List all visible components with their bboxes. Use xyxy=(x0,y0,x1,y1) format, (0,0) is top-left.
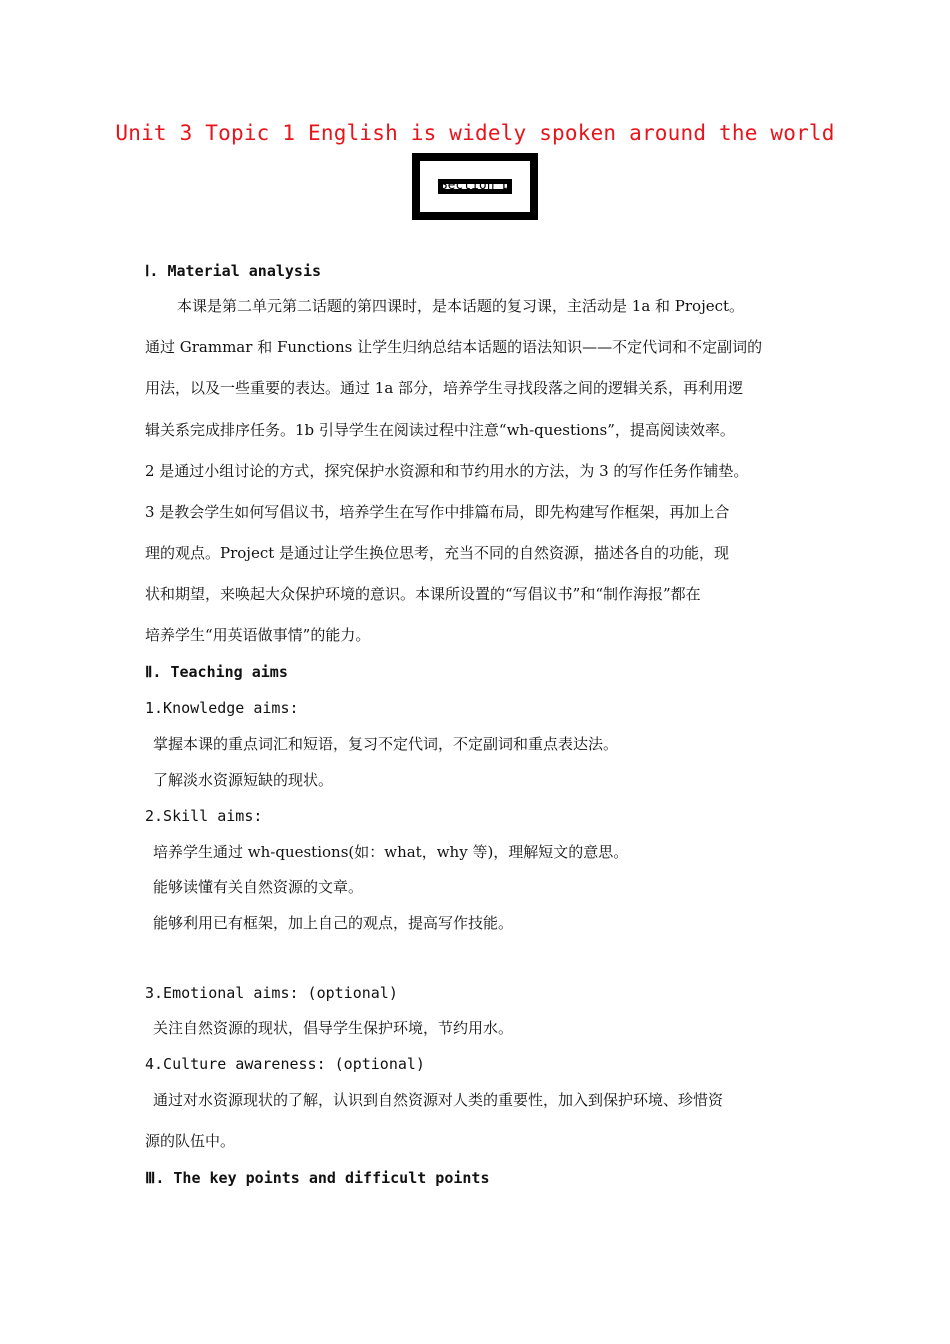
heading-teaching-aims: Ⅱ. Teaching aims xyxy=(145,663,288,681)
heading-key-points: Ⅲ. The key points and difficult points xyxy=(145,1169,490,1187)
aim-item: 通过对水资源现状的了解，认识到自然资源对人类的重要性，加入到保护环境、珍惜资 xyxy=(153,1091,724,1109)
skill-aims-title: 2.Skill aims: xyxy=(145,807,263,825)
section-label-box xyxy=(412,153,538,220)
document-title: Unit 3 Topic 1 English is widely spoken around the world xyxy=(115,121,835,145)
paragraph-line: 通过 Grammar 和 Functions 让学生归纳总结本话题的语法知识——不定代词和不定副词的 xyxy=(145,338,763,356)
paragraph-line: 3 是教会学生如何写倡议书，培养学生在写作中排篇布局，即先构建写作框架，再加上合 xyxy=(145,503,730,521)
aim-item: 能够读懂有关自然资源的文章。 xyxy=(153,878,364,896)
paragraph-line: 状和期望，来唤起大众保护环境的意识。本课所设置的“写倡议书”和“制作海报”都在 xyxy=(145,585,701,603)
aim-item: 能够利用已有框架，加上自己的观点，提高写作技能。 xyxy=(153,914,514,932)
aim-item: 掌握本课的重点词汇和短语，复习不定代词，不定副词和重点表达法。 xyxy=(153,735,619,753)
paragraph-line: 本课是第二单元第二话题的第四课时，是本话题的复习课，主活动是 1a 和 Project。 xyxy=(177,297,745,315)
section-label: Section D xyxy=(439,178,511,193)
paragraph-line: 培养学生“用英语做事情”的能力。 xyxy=(145,626,371,644)
paragraph-line: 辑关系完成排序任务。1b 引导学生在阅读过程中注意“wh-questions”，提高阅读效率。 xyxy=(145,421,735,439)
paragraph-line: 2 是通过小组讨论的方式，探究保护水资源和和节约用水的方法，为 3 的写作任务作铺垫。 xyxy=(145,462,749,480)
paragraph-line: 用法，以及一些重要的表达。通过 1a 部分，培养学生寻找段落之间的逻辑关系，再利用逻 xyxy=(145,379,744,397)
paragraph-line: 理的观点。Project 是通过让学生换位思考，充当不同的自然资源，描述各自的功能，现 xyxy=(145,544,730,562)
aim-item: 了解淡水资源短缺的现状。 xyxy=(153,771,334,789)
aim-item: 培养学生通过 wh-questions(如：what，why 等)，理解短文的意思。 xyxy=(153,843,629,861)
heading-material-analysis: Ⅰ. Material analysis xyxy=(145,262,322,280)
knowledge-aims-title: 1.Knowledge aims: xyxy=(145,699,299,717)
emotional-aims-title: 3.Emotional aims: (optional) xyxy=(145,984,398,1002)
aim-item: 源的队伍中。 xyxy=(145,1132,236,1150)
aim-item: 关注自然资源的现状，倡导学生保护环境，节约用水。 xyxy=(153,1019,514,1037)
culture-awareness-title: 4.Culture awareness: (optional) xyxy=(145,1055,425,1073)
